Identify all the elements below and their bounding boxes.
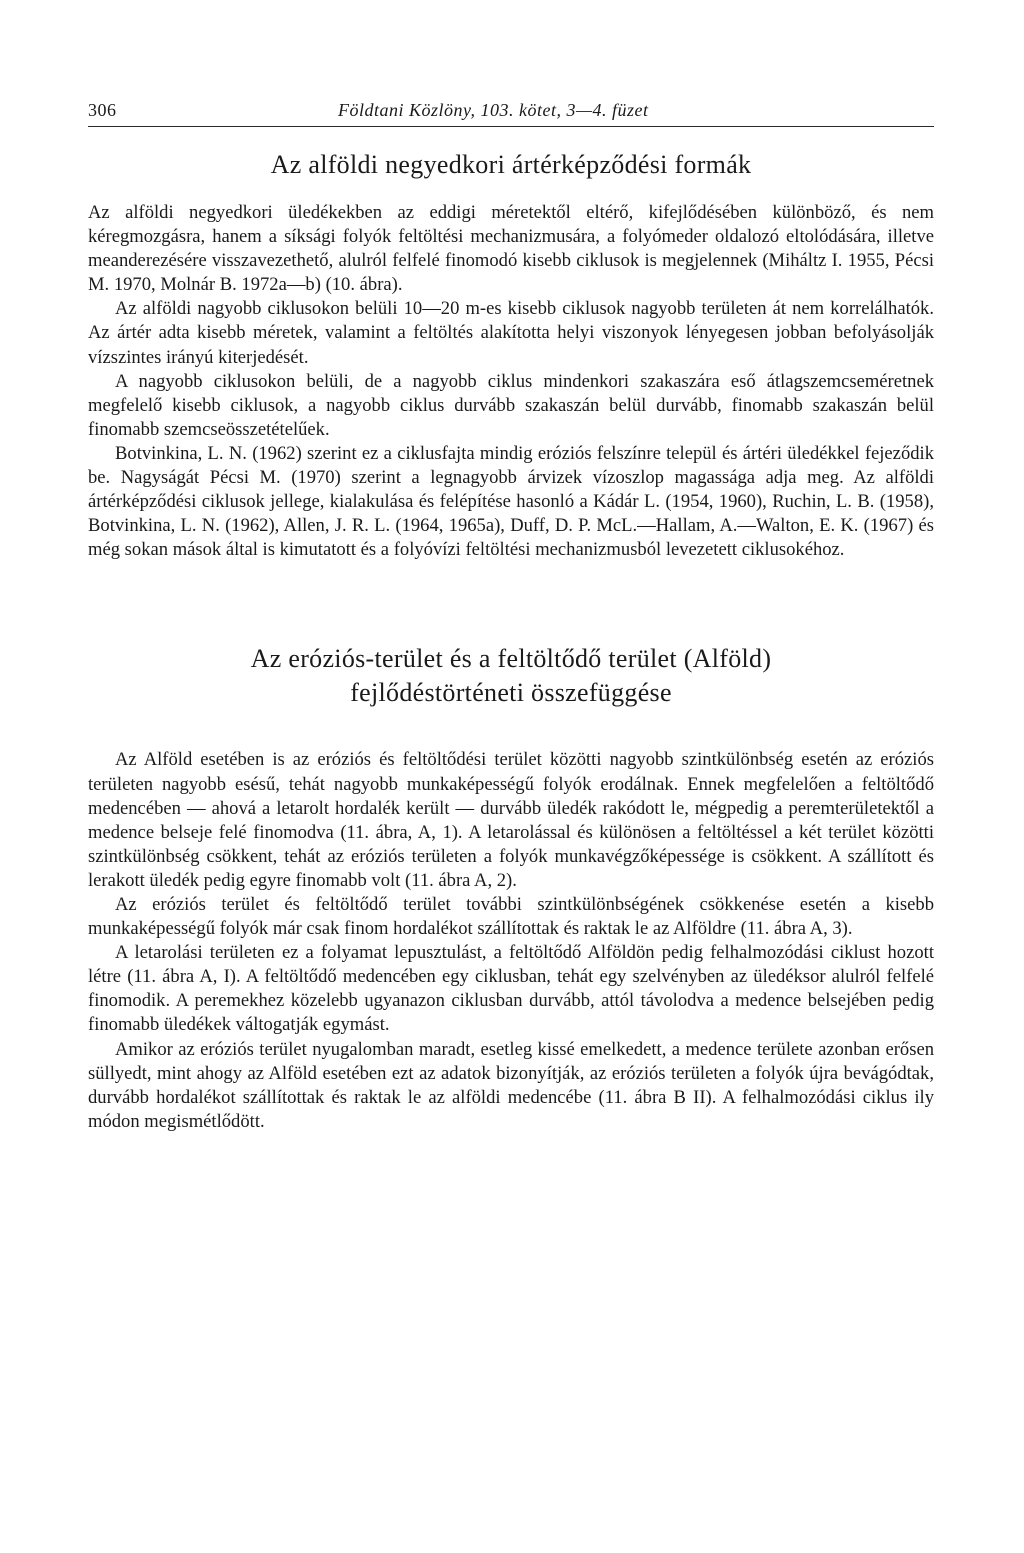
- paragraph: Az alföldi negyedkori üledékekben az eddigi méretektől eltérő, kifejlődésében különböző, és nem kéregmozgásra, hanem a síksági folyók feltöltési mechanizmusára, a folyómeder oldalozó eltolódására, illetve meanderezésére visszavezethető, alulról felfelé finomodó kisebb ciklusok is megjelennek (Miháltz I. 1955, Pécsi M. 1970, Molnár B. 1972a—b) (10. ábra).: [88, 202, 934, 296]
- running-head: [88, 92, 934, 127]
- paragraph: Az alföldi nagyobb ciklusokon belüli 10—20 m-es kisebb ciklusok nagyobb területen át nem korrelálhatók. Az ártér adta kisebb méretek, valamint a feltöltés alakította helyi viszonyok lényegesen jobban befolyásolják vízszintes irányú kiterjedését.: [88, 298, 934, 368]
- paragraph: A letarolási területen ez a folyamat lepusztulást, a feltöltődő Alföldön pedig felhalmozódási ciklust hozott létre (11. ábra A, I). A feltöltődő medencében egy ciklusban, tehát egy szelvényben az üledéksor alulról felfelé finomodik. A peremekhez közelebb ugyanazon ciklusban durvább, attól távolodva a medence belsejében pedig finomabb üledékek váltogatják egymást.: [88, 942, 934, 1036]
- section-title-2-line-2: fejlődéstörténeti összefüggése: [350, 678, 672, 708]
- paragraph: Az eróziós terület és feltöltődő terület további szintkülönbségének csökkenése esetén a kisebb munkaképességű folyók már csak finom hordalékot szállítottak és raktak le az Alföldre (11. ábra A, 3).: [88, 893, 934, 940]
- paragraph: A nagyobb ciklusokon belüli, de a nagyobb ciklus mindenkori szakaszára eső átlagszemcseméretnek megfelelő kisebb ciklusok, a nagyobb ciklus durvább szakaszán belül durvább, finomabb szakaszán belül finomabb szemcseösszetételűek.: [88, 370, 934, 440]
- page: [88, 92, 934, 1134]
- section-title-2: [88, 642, 934, 710]
- section-title-1: Az alföldi negyedkori ártérképződési formák: [270, 150, 752, 179]
- paragraph: Az Alföld esetében is az eróziós és feltöltődési terület közötti nagyobb szintkülönbség esetén az eróziós területen nagyobb esésű, tehát nagyobb munkaképességű folyók erodálnak. Ennek megfelelően a feltöltődő medencében — ahová a letarolt hordalék került — durvább üledék rakódott le, mégpedig a peremterületektől a medence belseje felé finomodva (11. ábra, A, 1). A letarolással és különösen a feltöltéssel a két terület közötti szintkülönbség csökkent, tehát az eróziós területen a folyók munkavégzőképessége is csökkent. A szállított és lerakott üledék pedig egyre finomabb volt (11. ábra A, 2).: [88, 749, 934, 891]
- section-title-2-line-1: Az eróziós-terület és a feltöltődő terület (Alföld): [250, 644, 772, 674]
- paragraph: Botvinkina, L. N. (1962) szerint ez a ciklusfajta mindig eróziós felszínre települ és ártéri üledékkel fejeződik be. Nagyságát Pécsi M. (1970) szerint a legnagyobb árvizek vízoszlop magassága adja meg. Az alföldi ártérképződési ciklusok jellege, kialakulása és felépítése hasonló a Kádár L. (1954, 1960), Ruchin, L. B. (1958), Botvinkina, L. N. (1962), Allen, J. R. L. (1964, 1965a), Duff, D. P. McL.—Hallam, A.—Walton, E. K. (1967) és még sokan mások által is kimutatott és a folyóvízi feltöltési mechanizmusból levezetett ciklusokéhoz.: [88, 442, 934, 561]
- paragraph: Amikor az eróziós terület nyugalomban maradt, esetleg kissé emelkedett, a medence területe azonban erősen süllyedt, mint ahogy az Alföld esetében ezt az adatok bizonyítják, az eróziós területen a folyók újra bevágódtak, durvább hordalékot szállítottak és raktak le az alföldi medencébe (11. ábra B II). A felhalmozódási ciklus ily módon megismétlődött.: [88, 1038, 934, 1132]
- journal-citation: Földtani Közlöny, 103. kötet, 3—4. füzet: [338, 100, 649, 120]
- page-number: 306: [88, 100, 117, 120]
